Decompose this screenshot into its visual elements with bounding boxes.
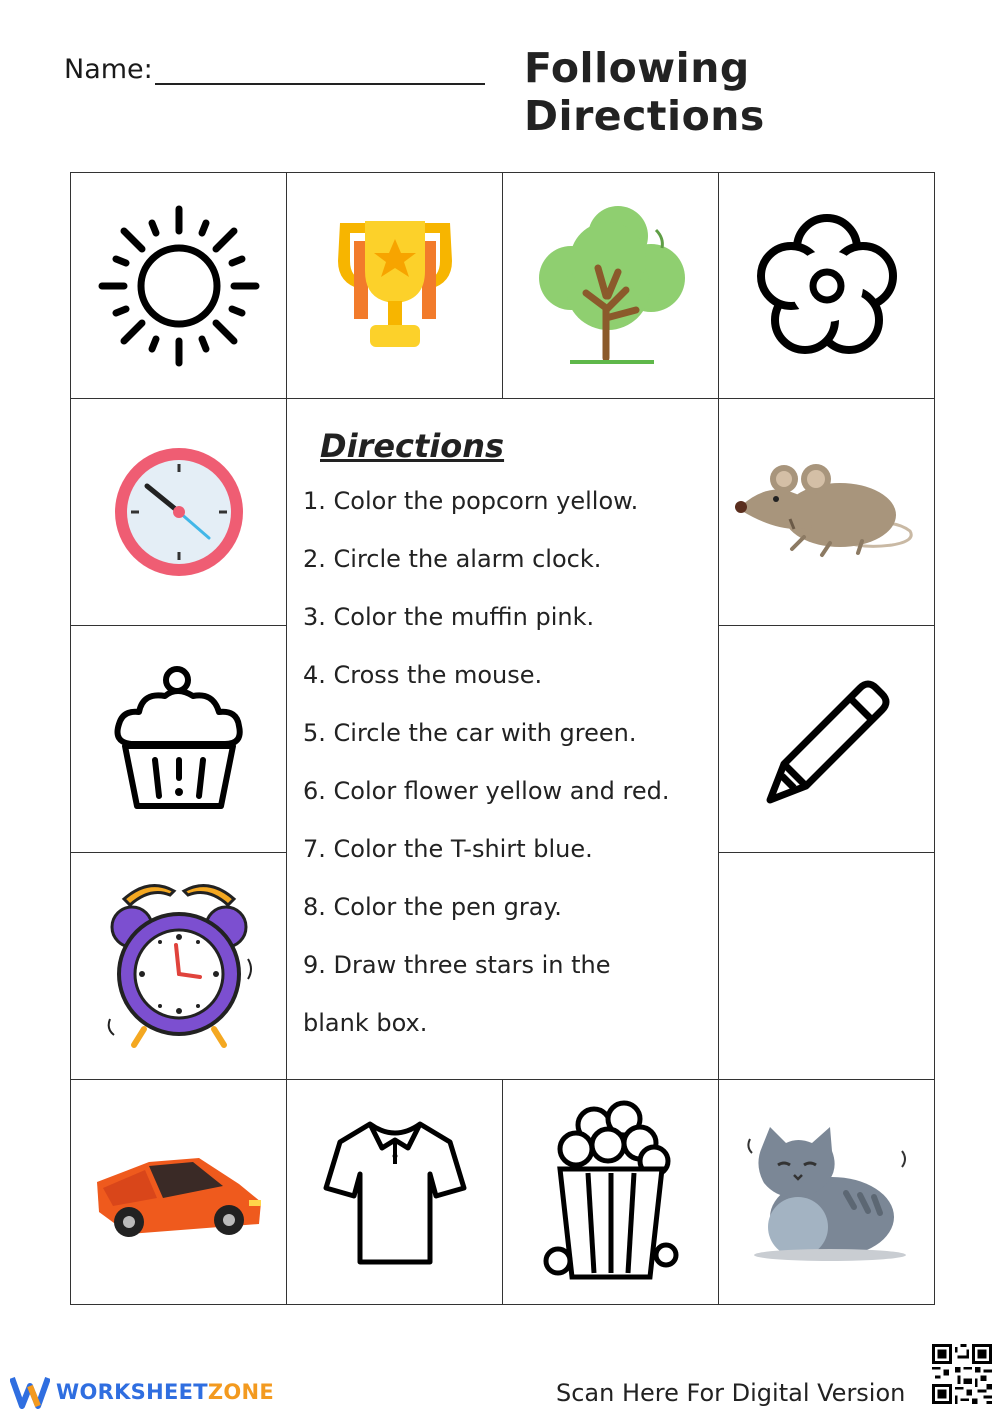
directions-list: [303, 481, 670, 1061]
page-title: Following Directions: [524, 44, 765, 140]
name-label: Name:: [64, 54, 153, 85]
brand-name: [56, 1380, 274, 1404]
direction-item: 3. Color the muffin pink.: [303, 603, 595, 631]
cat-icon: [742, 1117, 912, 1267]
direction-item: 7. Color the T-shirt blue.: [303, 835, 593, 863]
direction-item: 1. Color the popcorn yellow.: [303, 487, 639, 515]
direction-item: 8. Color the pen gray.: [303, 893, 562, 921]
sun-icon: [94, 201, 264, 371]
muffin-icon: [109, 664, 249, 814]
name-field[interactable]: [64, 54, 485, 85]
cell-alarm-clock[interactable]: [70, 852, 287, 1080]
flower-icon: [747, 206, 907, 366]
direction-item: 2. Circle the alarm clock.: [303, 545, 602, 573]
direction-item: 9. Draw three stars in the: [303, 951, 611, 979]
cell-pencil[interactable]: [718, 625, 935, 853]
cell-tree[interactable]: [502, 172, 719, 399]
scan-text: Scan Here For Digital Version: [556, 1379, 906, 1407]
cell-cat[interactable]: [718, 1079, 935, 1305]
trophy-icon: [320, 211, 470, 361]
direction-item: 6. Color flower yellow and red.: [303, 777, 670, 805]
wall-clock-icon: [109, 442, 249, 582]
t-shirt-icon: [320, 1112, 470, 1272]
direction-item: 5. Circle the car with green.: [303, 719, 637, 747]
cell-popcorn[interactable]: [502, 1079, 719, 1305]
car-icon: [89, 1132, 269, 1252]
worksheetzone-logo-icon: [10, 1374, 50, 1410]
popcorn-icon: [536, 1097, 686, 1287]
brand-part2: ZONE: [207, 1380, 275, 1404]
directions-heading: Directions: [320, 427, 505, 465]
cell-t-shirt[interactable]: [286, 1079, 503, 1305]
pencil-icon: [752, 664, 902, 814]
tree-icon: [526, 198, 696, 373]
cell-trophy[interactable]: [286, 172, 503, 399]
blank-box[interactable]: [718, 852, 935, 1080]
direction-item: 4. Cross the mouse.: [303, 661, 543, 689]
worksheet-grid: [70, 172, 935, 1305]
name-line[interactable]: [155, 59, 485, 85]
mouse-icon: [732, 457, 922, 567]
brand-logo[interactable]: [10, 1374, 274, 1410]
qr-code-icon[interactable]: [932, 1344, 992, 1404]
alarm-clock-icon: [104, 879, 254, 1054]
brand-part1: WORKSHEET: [56, 1380, 208, 1404]
cell-wall-clock[interactable]: [70, 398, 287, 626]
cell-mouse[interactable]: [718, 398, 935, 626]
direction-item: blank box.: [303, 1009, 428, 1037]
cell-sun[interactable]: [70, 172, 287, 399]
cell-flower[interactable]: [718, 172, 935, 399]
cell-muffin[interactable]: [70, 625, 287, 853]
directions-box: [286, 398, 719, 1080]
cell-car[interactable]: [70, 1079, 287, 1305]
